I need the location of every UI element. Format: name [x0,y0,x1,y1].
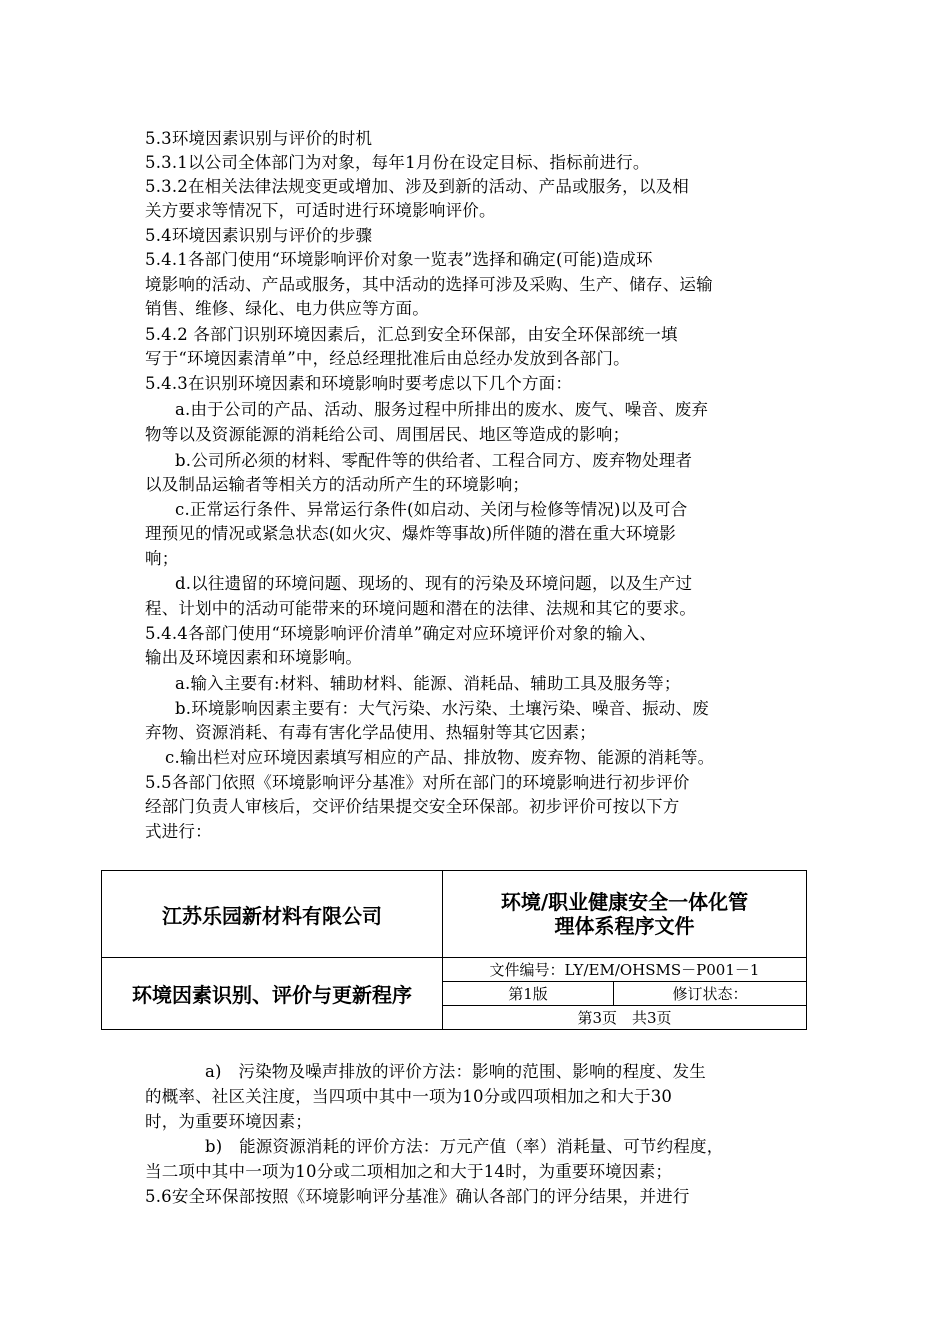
paragraph-line: 5.4.3在识别环境因素和环境影响时要考虑以下几个方面： [145,374,573,393]
list-item-c: c.正常运行条件、异常运行条件(如启动、关闭与检修等情况)以及可合 [175,500,688,519]
list-item-b: b.公司所必须的材料、零配件等的供给者、工程合同方、废弃物处理者 [175,451,693,470]
paragraph-line: 5.5各部门依照《环境影响评分基准》对所在部门的环境影响进行初步评价 [145,773,690,792]
paragraph-line: 5.3.2在相关法律法规变更或增加、涉及到新的活动、产品或服务，以及相 [145,177,689,196]
paragraph-line: 物等以及资源能源的消耗给公司、周围居民、地区等造成的影响； [145,425,630,444]
document-title-line1: 环境/职业健康安全一体化管 [500,890,749,914]
page-number: 第3页 共3页 [443,1006,807,1030]
document-number: 文件编号：LY/EM/OHSMS－P001－1 [443,958,807,982]
paragraph-line: 程、计划中的活动可能带来的环境问题和潜在的法律、法规和其它的要求。 [145,599,697,618]
revision-status: 修订状态： [614,982,807,1006]
paragraph-line: 5.3.1以公司全体部门为对象，每年1月份在设定目标、指标前进行。 [145,153,650,172]
list-item-a: a.输入主要有:材料、辅助材料、能源、消耗品、辅助工具及服务等； [175,674,681,693]
document-title-line2: 理体系程序文件 [554,914,695,938]
paragraph-line: 以及制品运输者等相关方的活动所产生的环境影响； [145,475,530,494]
paragraph-line: 响； [145,549,179,568]
paragraph-line: 当二项中其中一项为10分或二项相加之和大于14时，为重要环境因素； [145,1162,673,1181]
company-name: 江苏乐园新材料有限公司 [102,871,443,958]
paragraph-line: 5.4.1各部门使用“环境影响评价对象一览表”选择和确定(可能)造成环 [145,250,653,269]
paragraph-line: 5.4.4各部门使用“环境影响评价清单”确定对应环境评价对象的输入、 [145,624,657,643]
paragraph-line: 的概率、社区关注度，当四项中其中一项为10分或四项相加之和大于30 [145,1087,673,1106]
document-header-table [101,870,807,1030]
paragraph-line: 输出及环境因素和环境影响。 [145,648,363,667]
paragraph-line: 弃物、资源消耗、有毒有害化学品使用、热辐射等其它因素； [145,723,596,742]
paragraph-line: 境影响的活动、产品或服务，其中活动的选择可涉及采购、生产、储存、运输 [145,275,713,294]
list-item-b: b.环境影响因素主要有：大气污染、水污染、土壤污染、噪音、振动、废 [175,699,709,718]
document-title-cell [443,871,807,958]
list-item-b: b) 能源资源消耗的评价方法：万元产值（率）消耗量、可节约程度， [205,1137,724,1156]
paragraph-line: 理预见的情况或紧急状态(如火灾、爆炸等事故)所伴随的潜在重大环境影 [145,524,676,543]
list-item-a: a.由于公司的产品、活动、服务过程中所排出的废水、废气、噪音、废弃 [175,400,709,419]
paragraph-line: 销售、维修、绿化、电力供应等方面。 [145,299,429,318]
paragraph-line: 5.4.2 各部门识别环境因素后，汇总到安全环保部，由安全环保部统一填 [145,325,678,344]
paragraph-line: 写于“环境因素清单”中，经总经理批准后由总经办发放到各部门。 [145,349,630,368]
edition: 第1版 [443,982,614,1006]
list-item-d: d.以往遗留的环境问题、现场的、现有的污染及环境问题，以及生产过 [175,574,693,593]
section-5-4-heading: 5.4环境因素识别与评价的步骤 [145,226,373,245]
paragraph-line: 经部门负责人审核后，交评价结果提交安全环保部。初步评价可按以下方 [145,797,680,816]
paragraph-line: 时，为重要环境因素； [145,1112,312,1131]
section-5-3-heading: 5.3环境因素识别与评价的时机 [145,129,373,148]
procedure-name: 环境因素识别、评价与更新程序 [102,958,443,1030]
section-5-6-line: 5.6安全环保部按照《环境影响评分基准》确认各部门的评分结果，并进行 [145,1187,690,1206]
list-item-a: a) 污染物及噪声排放的评价方法：影响的范围、影响的程度、发生 [205,1062,706,1081]
paragraph-line: 式进行： [145,822,212,841]
paragraph-line: 关方要求等情况下，可适时进行环境影响评价。 [145,201,496,220]
list-item-c: c.输出栏对应环境因素填写相应的产品、排放物、废弃物、能源的消耗等。 [165,748,715,767]
